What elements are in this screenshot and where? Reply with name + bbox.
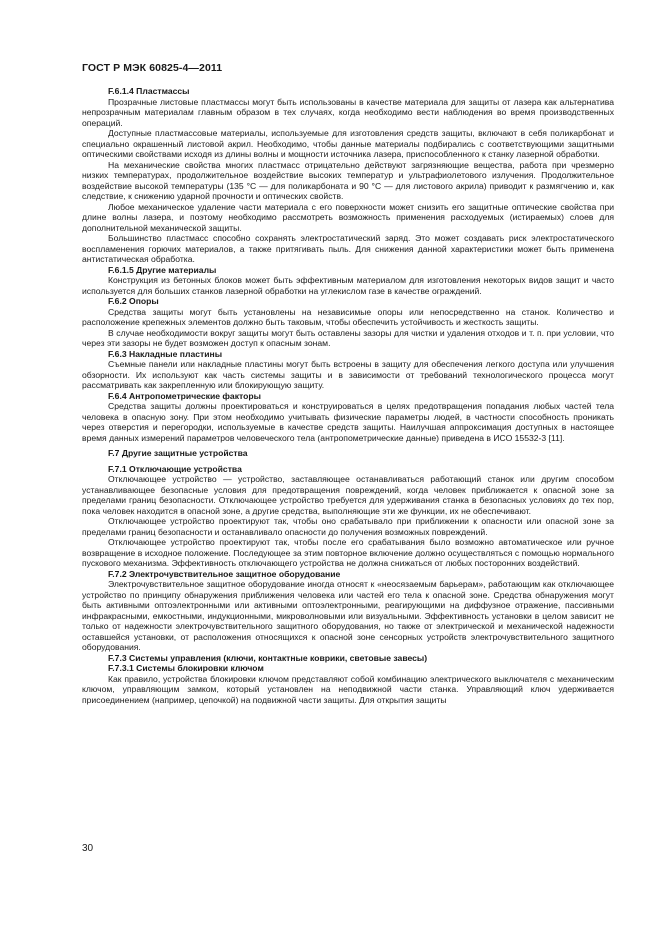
section-heading: F.7.3 Системы управления (ключи, контактные коврики, световые завесы) <box>108 652 428 663</box>
body-paragraph: Любое механическое удаление части материала с его поверхности может снизить его защитные оптические свойства при длине волны лазера, и поэтому необходимо рассмотреть возможность применения расходуемых (истираемых) слоев для дополнительной механической защиты. <box>82 201 614 233</box>
body-paragraph: Съемные панели или накладные пластины могут быть встроены в защиту для обеспечения легкого доступа или улучшения обзорности. Их используют как часть системы защиты и в зависимости от требований технологического процесса могут рассматривать как закрепленную или блокирующую защиту. <box>82 359 614 390</box>
section-heading: F.6.4 Антропометрические факторы <box>108 390 261 401</box>
section-heading: F.7.3.1 Системы блокировки ключом <box>108 663 264 673</box>
section-heading: F.7.1 Отключающие устройства <box>108 463 242 474</box>
body-paragraph: Большинство пластмасс способно сохранять электростатический заряд. Это может создавать риск электростатического воспламенения горючих материалов, а также притягивать пыль. Для снижения данной характеристики может быть применена антистатическая обработка. <box>82 233 614 264</box>
body-paragraph: В случае необходимости вокруг защиты могут быть оставлены зазоры для чистки и удаления отходов и т. п. при условии, что через эти зазоры не будет возможен доступ к опасным зонам. <box>82 327 614 348</box>
body-paragraph: Прозрачные листовые пластмассы могут быть использованы в качестве материала для защиты от лазера как альтернатива непрозрачным материалам главным образом в тех случаях, когда необходимо вести наблюдения во время производственных операций. <box>82 96 614 128</box>
body-paragraph: Отключающее устройство проектируют так, чтобы оно срабатывало при приближении к опасности или опасной зоне за пределами границ безопасности и останавливало опасности до получения возможных повреждений. <box>82 516 614 537</box>
body-paragraph: Электрочувствительное защитное оборудование иногда относят к «неосязаемым барьерам», работающим как отключающее устройство по принципу обнаружения приближения человека или частей его тела к опасной зоне. Средства обнаружения могут быть активными оптоэлектронными или активными оптоэлектронными, реагирующими на диффузное отражение, пассивными инфракрасными, емкостными, индукционными, микроволновыми или визуальными. Эффективность установки в целом зависит не только от надежности электрочувствительного защитного оборудования, но также от электрической и механической надежности оставшейся установки, от расположения относящихся к опасной зоне сенсорных устройств электрочувствительного защитного оборудования. <box>82 579 614 652</box>
document-page <box>82 0 614 935</box>
section-heading: F.7.2 Электрочувствительное защитное оборудование <box>108 568 341 579</box>
body-paragraph: Средства защиты могут быть установлены на независимые опоры или непосредственно на станок. Количество и расположение крепежных элементов должно быть таковым, чтобы обеспечить устойчивость и жесткость защиты. <box>82 306 614 327</box>
body-paragraph: Средства защиты должны проектироваться и конструироваться в целях предотвращения попадания любых частей тела человека в опасную зону. При этом необходимо учитывать физические параметры людей, в частности способность проникать через отверстия и перегородки, используемые в качестве средств защиты. Наилучшая аппроксимация доступных в настоящее время данных измерений параметров человеческого тела (антропометрические данные) приведена в ИСО 15532-3 [11]. <box>82 401 614 443</box>
page-number: 30 <box>82 843 94 854</box>
section-heading: F.7 Другие защитные устройства <box>108 448 248 458</box>
section-heading: F.6.3 Накладные пластины <box>108 348 223 359</box>
section-heading: F.6.1.4 Пластмассы <box>108 86 190 96</box>
body-paragraph: На механические свойства многих пластмасс отрицательно действуют загрязняющие вещества, работа при чрезмерно низких температурах, продолжительное воздействие высоких температур и ультрафиолетового излучения. Продолжительное воздействие высокой температуры (135 °С — для поликарбоната и 90 °С — для листового акрила) приводит к размягчению и, как следствие, к снижению ударной прочности и оптических свойств. <box>82 159 614 201</box>
body-paragraph: Как правило, устройства блокировки ключом представляют собой комбинацию электрического выключателя с механическим ключом, управляющим замком, который установлен на неподвижной части станка. Управляющий ключ удерживается присоединением (например, цепочкой) на подвижной части защиты. Для открытия защиты <box>82 673 614 705</box>
section-heading: F.6.1.5 Другие материалы <box>108 264 217 275</box>
document-header: ГОСТ Р МЭК 60825-4—2011 <box>82 62 223 74</box>
document-body <box>82 86 614 705</box>
body-paragraph: Конструкция из бетонных блоков может быть эффективным материалом для изготовления некоторых видов защит и часто используется для больших станков лазерной обработки на углекислом газе в качестве ограждений. <box>82 275 614 296</box>
body-paragraph: Отключающее устройство — устройство, заставляющее останавливаться работающий станок или другим способом устанавливающее безопасные условия для предотвращения повреждений, когда человек приближается к опасной зоне за пределами границ безопасности. Отключающее устройство требуется для удерживания станка в безопасных условиях до тех пор, пока человек находится в опасной зоне, а другие средства, выполняющие эти же функции, их не обеспечивают. <box>82 474 614 516</box>
body-paragraph: Доступные пластмассовые материалы, используемые для изготовления средств защиты, включают в себя поликарбонат и специально окрашенный листовой акрил. Необходимо, чтобы данные материалы подбирались с соответствующими защитными оптическими свойствами исходя из длины волны и мощности источника лазера, приспособленного к станку лазерной обработки. <box>82 128 614 159</box>
body-paragraph: Отключающее устройство проектируют так, чтобы после его срабатывания было возможно автоматическое или ручное возвращение в исходное положение. Последующее за этим повторное включение должно осуществляться с помощью нормального пускового механизма. Эффективность отключающего устройства не должна снижаться от любых посторонних воздействий. <box>82 537 614 568</box>
section-heading: F.6.2 Опоры <box>108 296 159 306</box>
